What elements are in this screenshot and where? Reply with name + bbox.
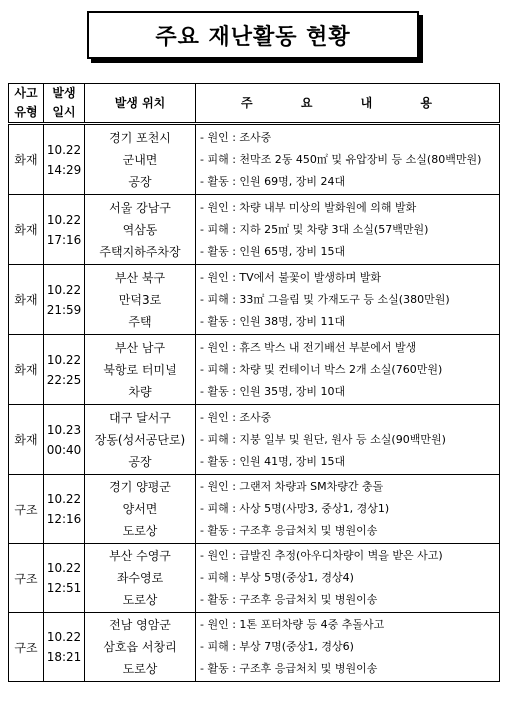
main-content-cell (196, 475, 500, 544)
activity-line: - 활동 : 인원 65명, 장비 15대 (200, 244, 346, 258)
occurrence-time-cell (44, 124, 85, 195)
table-row (9, 613, 500, 682)
activity-line: - 활동 : 구조후 응급처치 및 병원이송 (200, 662, 378, 675)
occurrence-time-cell (44, 335, 85, 405)
location-line: 도로상 (122, 593, 158, 607)
location-line: 장동(성서공단로) (94, 432, 186, 447)
location-line: 주택 (128, 314, 152, 329)
header-main-content: 주 요 내 용 (196, 84, 500, 124)
location-line: 부산 수영구 (109, 549, 171, 563)
table-row (9, 195, 500, 265)
main-content-cell (196, 405, 500, 475)
cause-line: - 원인 : 1톤 포터차량 등 4중 추돌사고 (200, 618, 385, 631)
table-row (9, 335, 500, 405)
location-line: 서울 강남구 (109, 200, 171, 215)
occurrence-date: 10.23 (46, 422, 82, 437)
occurrence-clock-time: 22:25 (46, 372, 82, 387)
activity-line: - 활동 : 구조후 응급처치 및 병원이송 (200, 524, 378, 537)
location-line: 도로상 (122, 662, 158, 676)
header-occurrence-time: 발생 일시 (44, 84, 85, 124)
incident-type-cell: 화재 (9, 265, 44, 335)
table-row (9, 544, 500, 613)
location-line: 공장 (128, 174, 152, 189)
location-cell (85, 405, 196, 475)
incident-type-cell: 화재 (9, 405, 44, 475)
location-line: 공장 (128, 454, 152, 469)
occurrence-time-cell (44, 195, 85, 265)
table-row (9, 124, 500, 195)
incident-type-cell: 화재 (9, 195, 44, 265)
occurrence-time-cell (44, 475, 85, 544)
damage-line: - 피해 : 사상 5명(사망3, 중상1, 경상1) (200, 502, 390, 515)
occurrence-date: 10.22 (46, 492, 82, 506)
occurrence-clock-time: 18:21 (46, 650, 82, 664)
cause-line: - 원인 : 휴즈 박스 내 전기배선 부분에서 발생 (200, 340, 417, 354)
activity-line: - 활동 : 인원 41명, 장비 15대 (200, 454, 346, 468)
location-line: 경기 포천시 (109, 130, 171, 145)
incident-type-cell: 구조 (9, 544, 44, 613)
damage-line: - 피해 : 부상 7명(중상1, 경상6) (200, 640, 354, 653)
table-header-row (9, 84, 500, 124)
location-line: 대구 달서구 (109, 410, 171, 425)
occurrence-time-cell (44, 265, 85, 335)
occurrence-time-cell (44, 405, 85, 475)
occurrence-date: 10.22 (46, 352, 82, 367)
cause-line: - 원인 : 조사중 (200, 410, 272, 424)
location-line: 경기 양평군 (109, 480, 171, 494)
location-line: 양서면 (122, 502, 158, 516)
cause-line: - 원인 : 차량 내부 미상의 발화원에 의해 발화 (200, 200, 417, 214)
cause-line: - 원인 : 조사중 (200, 130, 272, 144)
location-cell (85, 544, 196, 613)
incident-type-cell: 구조 (9, 475, 44, 544)
occurrence-clock-time: 17:16 (46, 232, 82, 247)
location-line: 만덕3로 (118, 292, 162, 307)
main-content-cell (196, 265, 500, 335)
damage-line: - 피해 : 지붕 일부 및 원단, 원사 등 소실(90백만원) (200, 432, 446, 446)
table-row (9, 405, 500, 475)
page-title: 주요 재난활동 현황 (87, 11, 419, 59)
occurrence-date: 10.22 (46, 630, 82, 644)
cause-line: - 원인 : 그랜저 차량과 SM차량간 충돌 (200, 480, 384, 493)
location-line: 전남 영암군 (109, 618, 171, 632)
occurrence-time-cell (44, 613, 85, 682)
location-line: 도로상 (122, 524, 158, 538)
activity-line: - 활동 : 인원 38명, 장비 11대 (200, 314, 346, 328)
location-line: 역삼동 (122, 222, 158, 237)
occurrence-date: 10.22 (46, 282, 82, 297)
damage-line: - 피해 : 지하 25㎡ 및 차량 3대 소실(57백만원) (200, 222, 429, 236)
occurrence-date: 10.22 (46, 561, 82, 575)
main-content-cell (196, 335, 500, 405)
main-content-cell (196, 124, 500, 195)
incident-type-cell: 화재 (9, 335, 44, 405)
activity-line: - 활동 : 인원 35명, 장비 10대 (200, 384, 346, 398)
location-cell (85, 335, 196, 405)
location-line: 부산 남구 (114, 340, 166, 355)
occurrence-time-cell (44, 544, 85, 613)
location-cell (85, 475, 196, 544)
disaster-activity-table (8, 83, 500, 682)
location-line: 삼호읍 서창리 (103, 640, 177, 654)
main-content-cell (196, 613, 500, 682)
table-row (9, 475, 500, 544)
damage-line: - 피해 : 부상 5명(중상1, 경상4) (200, 571, 354, 584)
activity-line: - 활동 : 구조후 응급처치 및 병원이송 (200, 593, 378, 606)
header-location: 발생 위치 (85, 84, 196, 124)
location-line: 군내면 (122, 152, 158, 167)
occurrence-clock-time: 12:51 (46, 581, 82, 595)
damage-line: - 피해 : 차량 및 컨테이너 박스 2개 소실(760만원) (200, 362, 443, 376)
main-content-cell (196, 195, 500, 265)
activity-line: - 활동 : 인원 69명, 장비 24대 (200, 174, 346, 188)
location-line: 주택지하주차장 (99, 244, 181, 259)
table-row (9, 265, 500, 335)
damage-line: - 피해 : 천막조 2동 450㎡ 및 유압장비 등 소실(80백만원) (200, 152, 482, 166)
location-cell (85, 613, 196, 682)
occurrence-date: 10.22 (46, 212, 82, 227)
occurrence-clock-time: 21:59 (46, 302, 82, 317)
occurrence-date: 10.22 (46, 142, 82, 157)
header-incident-type: 사고 유형 (9, 84, 44, 124)
cause-line: - 원인 : 급발진 추정(아우디차량이 벽을 받은 사고) (200, 549, 443, 562)
location-line: 차량 (128, 384, 152, 399)
location-line: 북항로 터미널 (103, 362, 177, 377)
main-content-cell (196, 544, 500, 613)
location-line: 부산 북구 (114, 270, 166, 285)
occurrence-clock-time: 00:40 (46, 442, 82, 457)
location-cell (85, 195, 196, 265)
occurrence-clock-time: 12:16 (46, 512, 82, 526)
damage-line: - 피해 : 33㎡ 그을림 및 가재도구 등 소실(380만원) (200, 292, 450, 306)
cause-line: - 원인 : TV에서 불꽃이 발생하며 발화 (200, 270, 382, 284)
location-cell (85, 124, 196, 195)
occurrence-clock-time: 14:29 (46, 162, 82, 177)
location-cell (85, 265, 196, 335)
location-line: 좌수영로 (116, 571, 164, 585)
incident-type-cell: 구조 (9, 613, 44, 682)
incident-type-cell: 화재 (9, 124, 44, 195)
